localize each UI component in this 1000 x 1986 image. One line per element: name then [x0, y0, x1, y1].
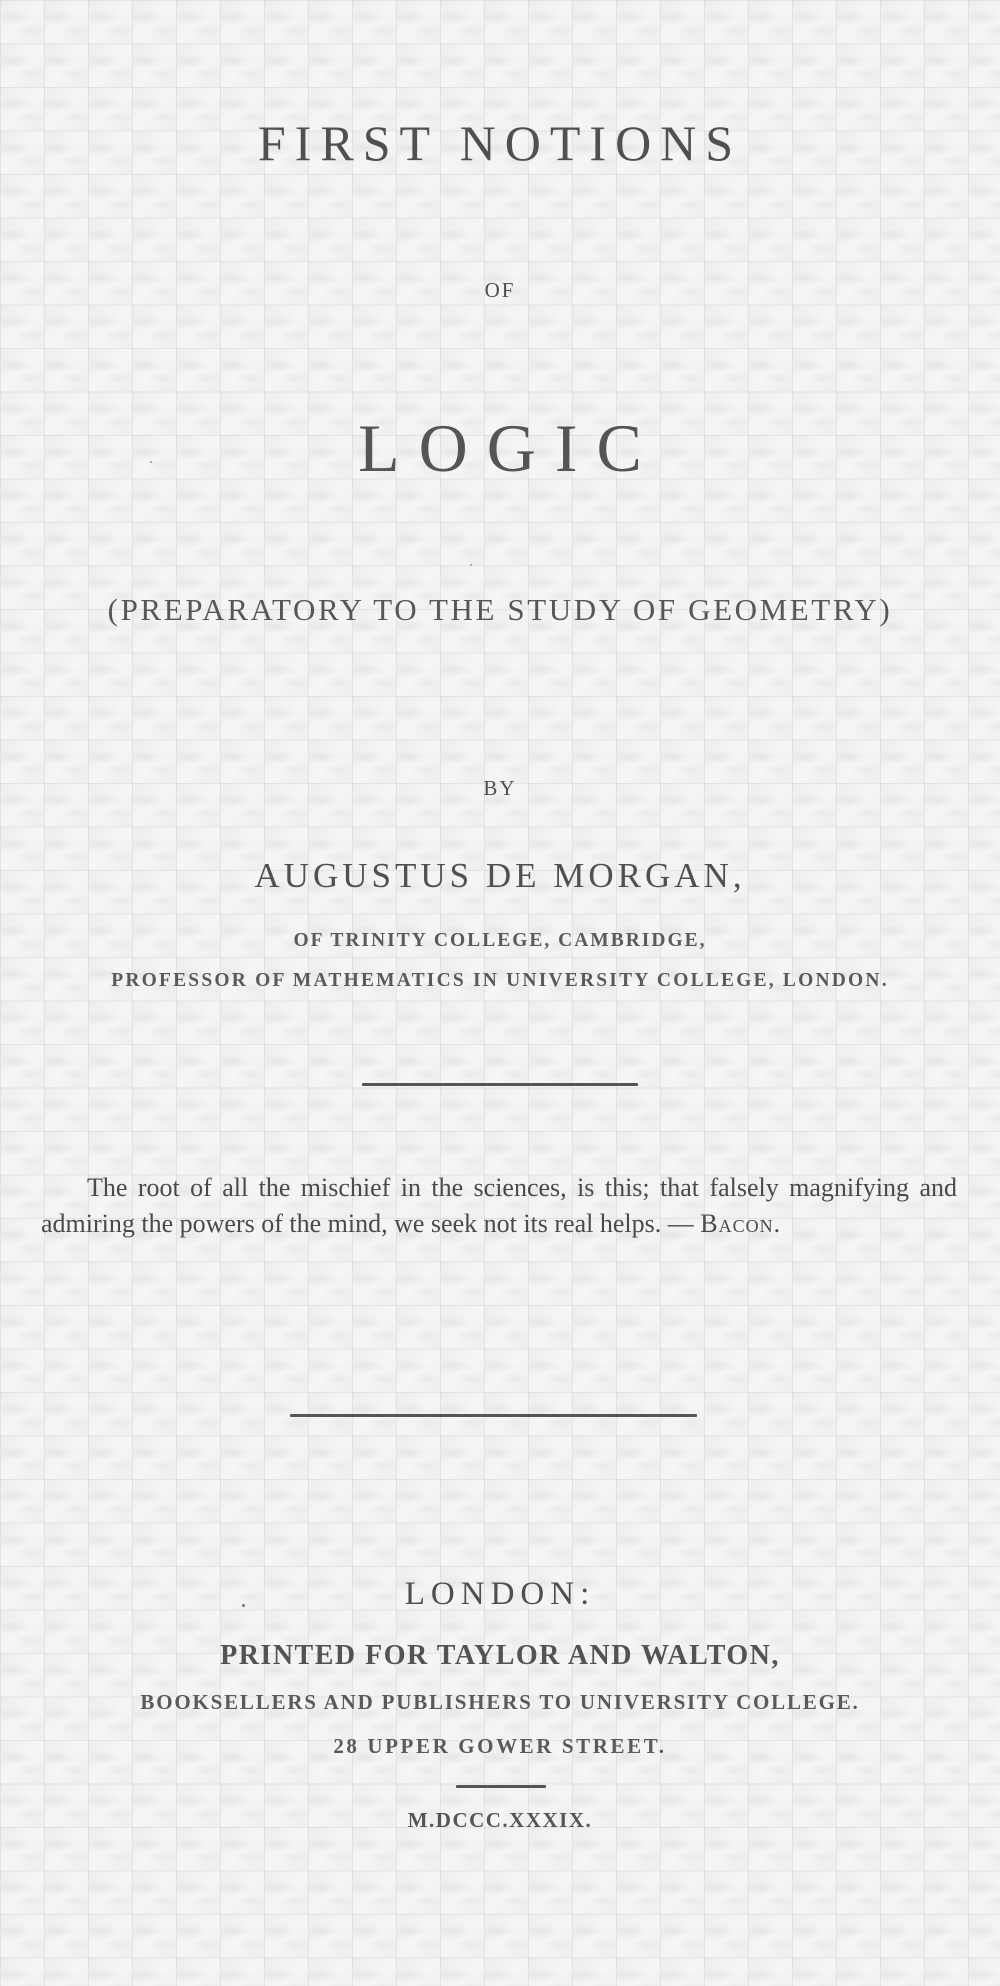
divider-rule [362, 1083, 638, 1086]
book-title: FIRST NOTIONS [257, 115, 743, 171]
epigraph-text: The root of all the mischief in the sciences, is this; that falsely magnifying and admiring the powers of the mind, we seek not its real helps. [41, 1173, 957, 1238]
imprint-booksellers: BOOKSELLERS AND PUBLISHERS TO UNIVERSITY COLLEGE. [140, 1690, 860, 1714]
divider-rule [290, 1414, 697, 1417]
book-subtitle: (PREPARATORY TO THE STUDY OF GEOMETRY) [107, 592, 893, 627]
ink-speck [242, 1604, 245, 1607]
imprint-city: LONDON: [404, 1576, 596, 1612]
book-title-subject: LOGIC [358, 410, 661, 486]
epigraph-attribution: Bacon. [700, 1209, 782, 1238]
imprint-printer: PRINTED FOR TAYLOR AND WALTON, [220, 1640, 780, 1671]
author-name: AUGUSTUS DE MORGAN, [254, 856, 746, 895]
ink-speck [470, 564, 472, 566]
epigraph [41, 1170, 957, 1242]
divider-rule-short [456, 1785, 546, 1788]
byline-label: BY [483, 776, 517, 800]
imprint-address: 28 UPPER GOWER STREET. [333, 1734, 667, 1758]
ink-speck [150, 461, 152, 463]
epigraph-dash: — [661, 1209, 701, 1238]
imprint-date: M.DCCC.XXXIX. [407, 1808, 593, 1832]
title-connector: OF [484, 278, 516, 302]
author-affiliation-1: OF TRINITY COLLEGE, CAMBRIDGE, [293, 930, 707, 951]
author-affiliation-2: PROFESSOR OF MATHEMATICS IN UNIVERSITY COLLEGE, LONDON. [111, 970, 889, 991]
